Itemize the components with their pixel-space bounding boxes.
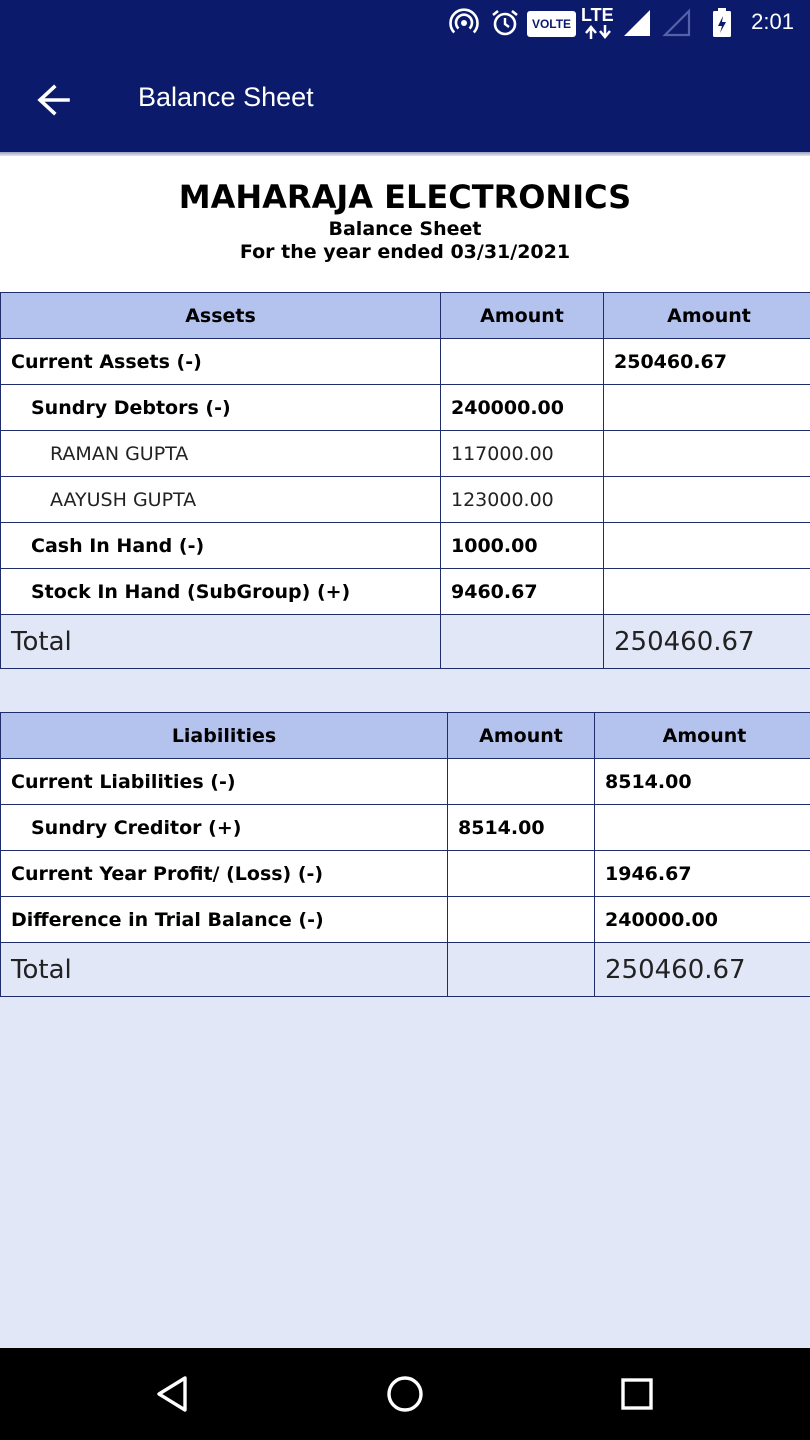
signal-icon	[622, 8, 652, 38]
table-header-row	[1, 293, 810, 339]
amount-cell	[604, 523, 810, 569]
amount-cell: 240000.00	[595, 897, 810, 943]
report-period: For the year ended 03/31/2021	[239, 241, 571, 263]
amount-cell: 250460.67	[604, 339, 810, 385]
volte-label: VOLTE	[531, 17, 572, 31]
total-row	[1, 615, 810, 669]
top-bar	[0, 0, 810, 152]
amount-cell: 8514.00	[448, 805, 595, 851]
total-amount	[441, 615, 604, 669]
amount-cell	[604, 385, 810, 431]
liabilities-table	[0, 712, 810, 997]
table-row[interactable]	[1, 759, 810, 805]
account-name: AAYUSH GUPTA	[1, 477, 441, 523]
total-amount	[448, 943, 595, 997]
amount-cell: 117000.00	[441, 431, 604, 477]
report-title: Balance Sheet	[328, 218, 482, 240]
account-name: Stock In Hand (SubGroup) (+)	[1, 569, 441, 615]
back-triangle-icon[interactable]	[149, 1370, 197, 1418]
navigation-bar	[0, 1348, 810, 1440]
column-header: Amount	[448, 713, 595, 759]
account-name: Current Year Profit/ (Loss) (-)	[1, 851, 448, 897]
data-arrows-icon	[583, 25, 615, 39]
table-row[interactable]	[1, 897, 810, 943]
hotspot-icon	[449, 8, 479, 38]
status-time: 2:01	[751, 9, 794, 34]
assets-table	[0, 292, 810, 669]
amount-cell	[595, 805, 810, 851]
volte-icon	[527, 11, 576, 37]
table-row[interactable]	[1, 385, 810, 431]
amount-cell	[448, 851, 595, 897]
amount-cell	[604, 477, 810, 523]
column-header: Assets	[1, 293, 441, 339]
total-label: Total	[1, 943, 448, 997]
amount-cell: 9460.67	[441, 569, 604, 615]
lte-label: LTE	[581, 5, 614, 25]
column-header: Amount	[604, 293, 810, 339]
status-bar	[0, 0, 810, 48]
column-header: Liabilities	[1, 713, 448, 759]
table-row[interactable]	[1, 477, 810, 523]
amount-cell: 1000.00	[441, 523, 604, 569]
total-amount: 250460.67	[595, 943, 810, 997]
amount-cell	[604, 569, 810, 615]
amount-cell: 240000.00	[441, 385, 604, 431]
column-header: Amount	[595, 713, 810, 759]
table-row[interactable]	[1, 523, 810, 569]
table-row[interactable]	[1, 805, 810, 851]
table-row[interactable]	[1, 569, 810, 615]
lte-icon	[581, 5, 617, 41]
amount-cell	[604, 431, 810, 477]
account-name: Sundry Creditor (+)	[1, 805, 448, 851]
account-name: Current Assets (-)	[1, 339, 441, 385]
amount-cell: 8514.00	[595, 759, 810, 805]
account-name: Cash In Hand (-)	[1, 523, 441, 569]
alarm-icon	[490, 8, 520, 38]
column-header: Amount	[441, 293, 604, 339]
arrow-left-icon[interactable]	[30, 76, 78, 124]
company-name: MAHARAJA ELECTRONICS	[178, 178, 632, 216]
page-title: Balance Sheet	[138, 82, 314, 112]
amount-cell: 1946.67	[595, 851, 810, 897]
table-row[interactable]	[1, 431, 810, 477]
table-row[interactable]	[1, 851, 810, 897]
table-header-row	[1, 713, 810, 759]
total-row	[1, 943, 810, 997]
amount-cell	[448, 759, 595, 805]
total-amount: 250460.67	[604, 615, 810, 669]
amount-cell: 123000.00	[441, 477, 604, 523]
account-name: Difference in Trial Balance (-)	[1, 897, 448, 943]
report-header	[0, 156, 810, 292]
amount-cell	[448, 897, 595, 943]
amount-cell	[441, 339, 604, 385]
signal-empty-icon	[662, 8, 692, 38]
home-circle-icon[interactable]	[381, 1370, 429, 1418]
table-row[interactable]	[1, 339, 810, 385]
account-name: Current Liabilities (-)	[1, 759, 448, 805]
battery-icon	[710, 8, 734, 38]
total-label: Total	[1, 615, 441, 669]
account-name: Sundry Debtors (-)	[1, 385, 441, 431]
account-name: RAMAN GUPTA	[1, 431, 441, 477]
recents-square-icon[interactable]	[613, 1370, 661, 1418]
